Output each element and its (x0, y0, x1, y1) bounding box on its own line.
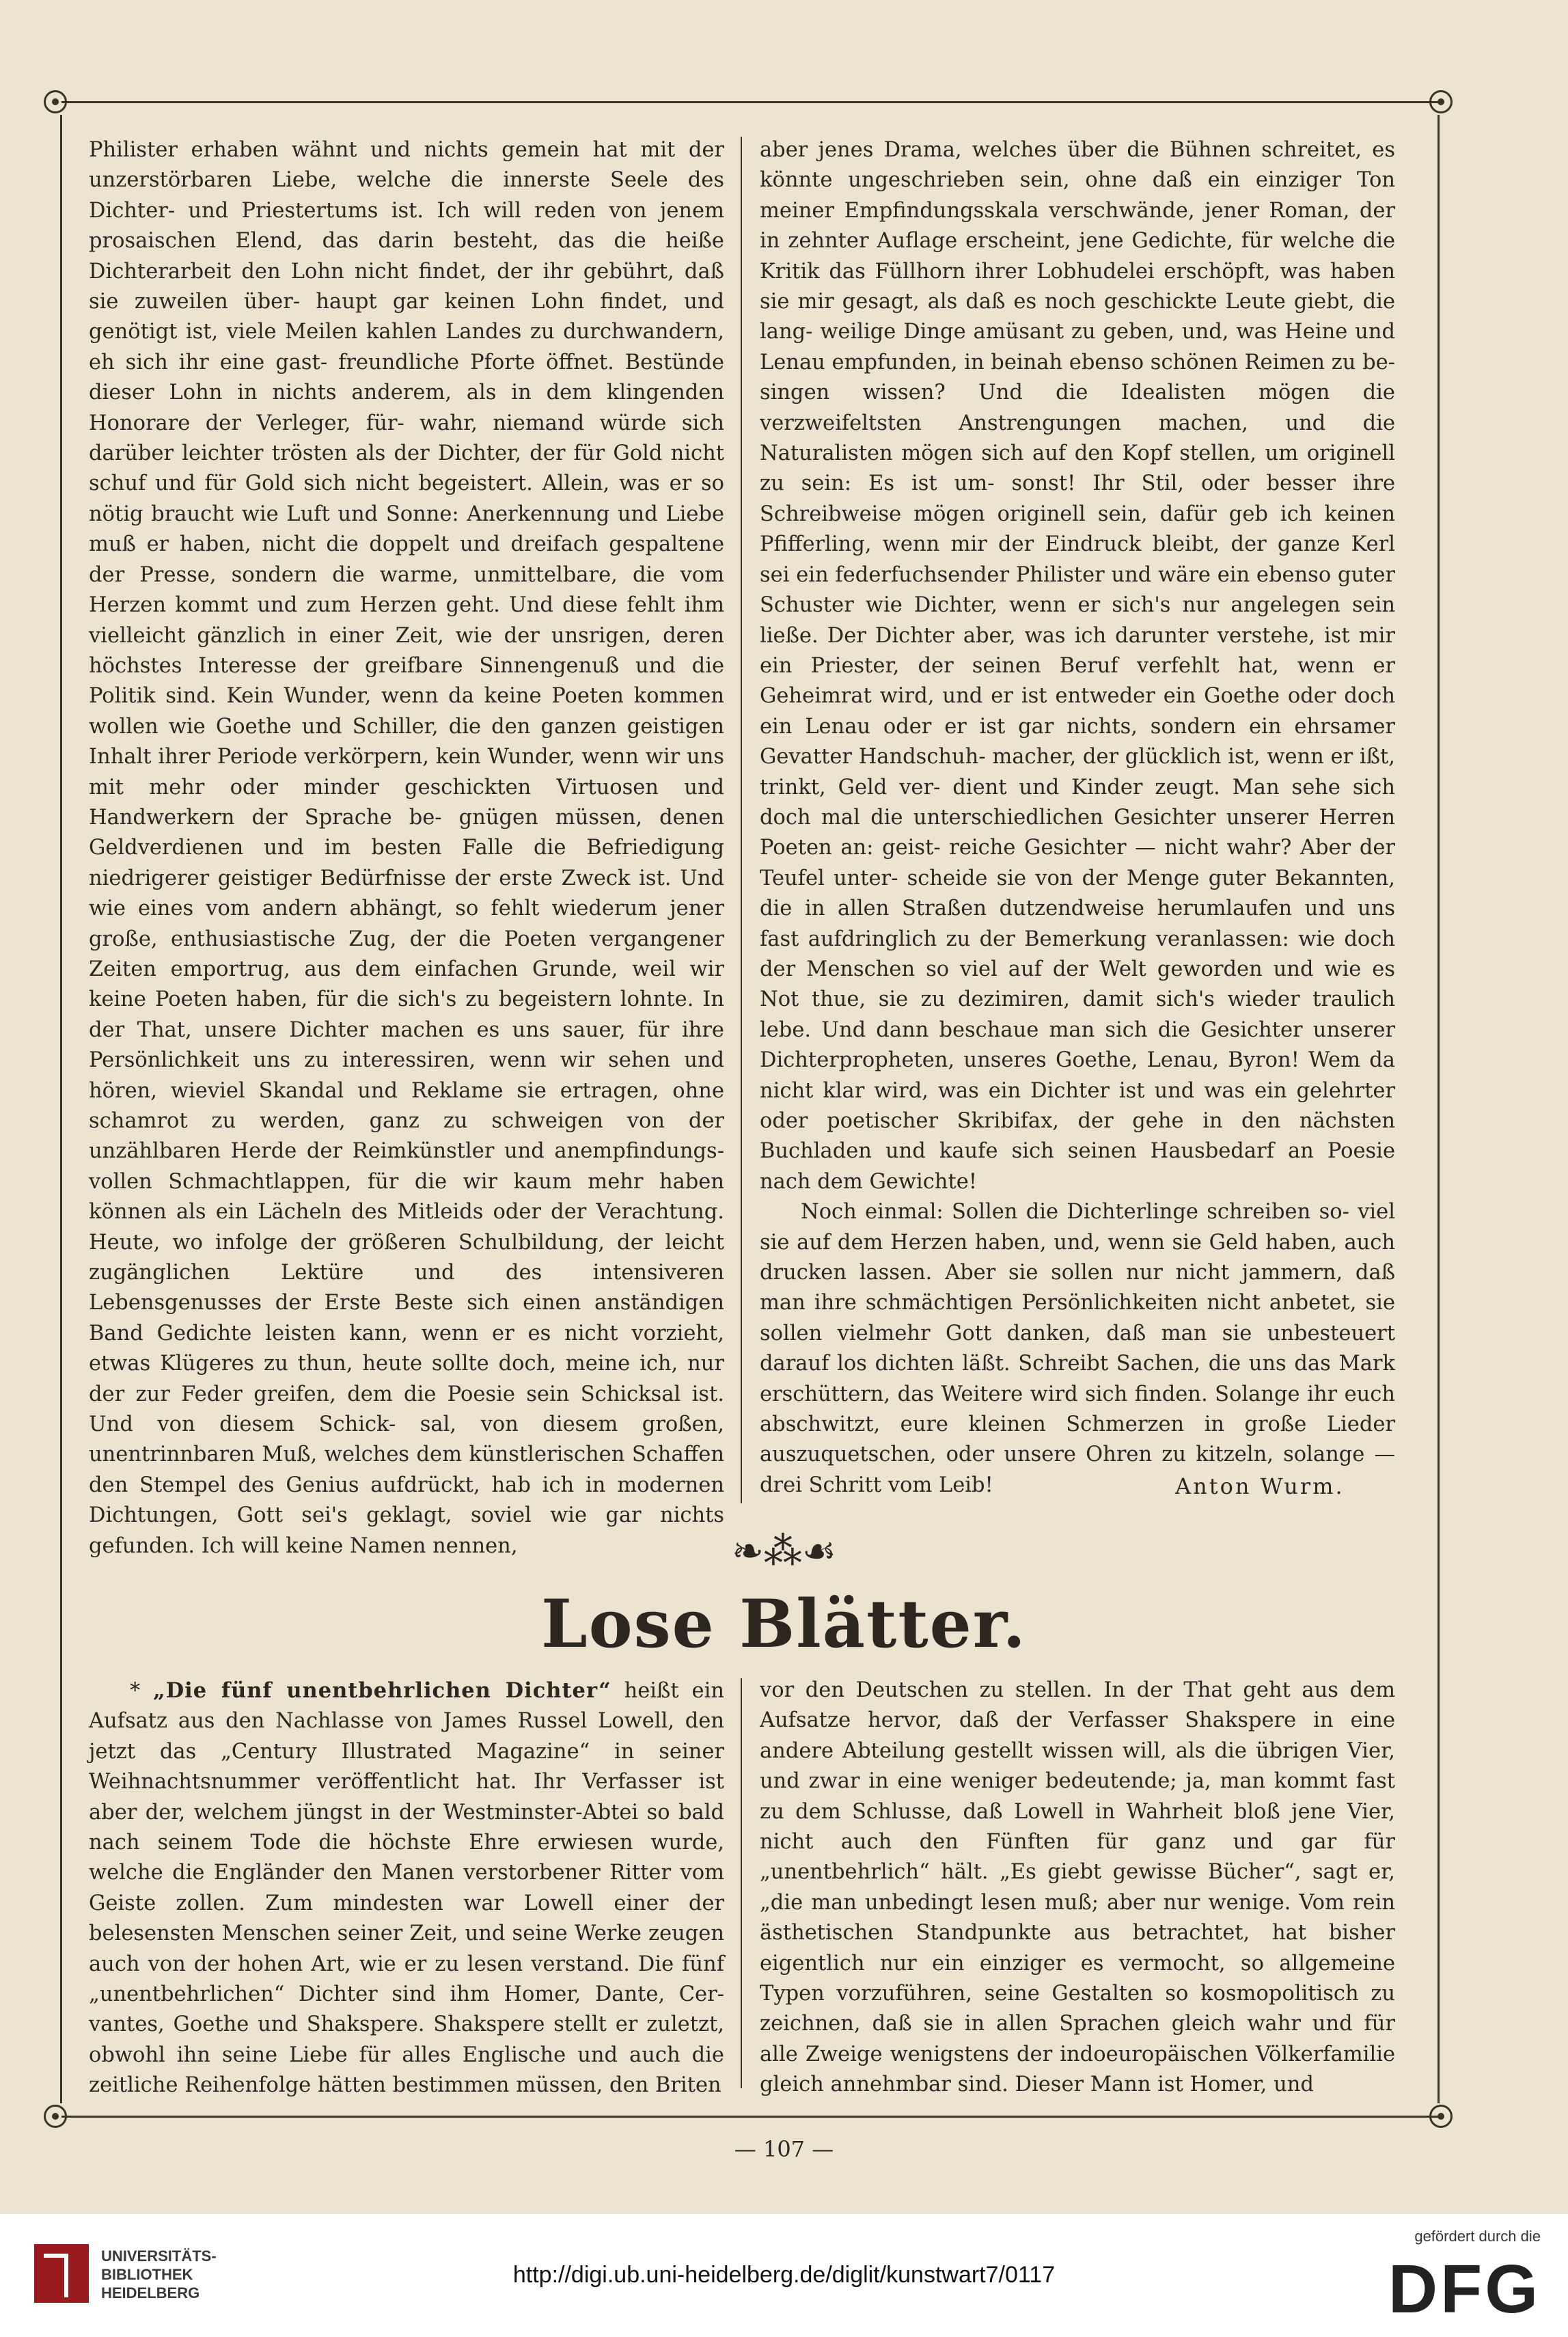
section-right-paragraph: vor den Deutschen zu stellen. In der That geht aus dem Aufsatze hervor, daß der Verfasser Shakspere in eine andere Abteilung gestellt wissen will, als die übrigen Vier, und zwar in eine weniger bedeutende; ja, man kommt fast zu dem Schlusse, daß Lowell in Wahrheit bloß jene Vier, nicht auch den Fünften für ganz und gar für „unentbehrlich“ hält. „Es giebt gewisse Bücher“, sagt er, „die man unbedingt lesen muß; aber nur wenige. Vom rein ästhetischen Standpunkte aus betrachtet, hat bisher eigentlich nur ein einziger es vermocht, so allgemeine Typen vorzuführen, seine Gestalten so kosmopolitisch zu zeichnen, daß sie in allen Sprachen gleich wahr und für alle Zweige wenigstens der indoeuropäischen Völkerfamilie gleich annehmbar sind. Dieser Mann ist Homer, und (760, 1678, 1395, 2097)
permalink-url[interactable]: http://digi.ub.uni-heidelberg.de/diglit/kunstwart7/0117 (512, 2262, 1056, 2288)
library-name-line-1: UNIVERSITÄTS- (101, 2247, 217, 2265)
column-divider-bottom (741, 1678, 742, 2088)
frame-right-rule (1438, 115, 1440, 2103)
article-right-column (760, 135, 1395, 1501)
frame-bottom-rule (61, 2116, 1442, 2118)
section-left-paragraph (89, 1676, 724, 2101)
section-left-column (89, 1676, 724, 2101)
article-left-paragraph: Philister erhaben wähnt und nichts gemein hat mit der unzerstörbaren Liebe, welche die innerste Seele des Dichter- und Priestertums ist. Ich will reden von jenem prosaischen Elend, das darin besteht, das die heiße Dichterarbeit den Lohn nicht findet, der ihr gebührt, daß sie zuweilen über- haupt gar keinen Lohn findet, und genötigt ist, viele Meilen kahlen Landes zu durchwandern, eh sich ihr eine gast- freundliche Pforte öffnet. Bestünde dieser Lohn in nichts anderem, als in dem klingenden Honorare der Verleger, für- wahr, niemand würde sich darüber leichter trösten als der Dichter, der für Gold nicht schuf und für Gold sich nicht begeistert. Allein, was er so nötig braucht wie Luft und Sonne: Anerkennung und Liebe muß er haben, nicht die doppelt und dreifach gespaltene der Presse, sondern die warme, unmittelbare, die vom Herzen kommt und zum Herzen geht. Und diese fehlt ihm vielleicht gänzlich in einer Zeit, wie der unsrigen, deren höchstes Interesse der greifbare Sinnengenuß und die Politik sind. Kein Wunder, wenn da keine Poeten kommen wollen wie Goethe und Schiller, die den ganzen geistigen Inhalt ihrer Periode verkörpern, kein Wunder, wenn wir uns mit mehr oder minder geschickten Virtuosen und Handwerkern der Sprache be- gnügen müssen, denen Geldverdienen und im besten Falle die Befriedigung niedrigerer geistiger Bedürfnisse der erste Zweck ist. Und wie eines vom andern abhängt, so fehlt wiederum jener große, enthusiastische Zug, der die Poeten vergangener Zeiten emportrug, aus dem einfachen Grunde, weil wir keine Poeten haben, für die sich's zu begeistern lohnte. In der That, unsere Dichter machen es uns sauer, für ihre Persönlichkeit uns zu interessiren, wenn wir sehen und hören, wieviel Skandal und Reklame sie ertragen, ohne schamrot zu werden, ganz zu schweigen von der unzählbaren Herde der Reimkünstler und anempfindungs- vollen Schmachtlappen, für die wir kaum mehr haben können als ein Lächeln des Mitleids oder der Verachtung. Heute, wo infolge der größeren Schulbildung, der leicht zugänglichen Lektüre und des intensiveren Lebensgenusses der Erste Beste sich einen anständigen Band Gedichte leisten kann, wenn er es nicht vorzieht, etwas Klügeres zu thun, heute sollte doch, meine ich, nur der zur Feder greifen, dem die Poesie sein Schicksal ist. Und von diesem Schick- sal, von diesem großen, unentrinnbaren Muß, welches dem künstlerischen Schaffen den Stempel des Genius aufdrückt, hab ich in modernen Dichtungen, Gott sei's geklagt, soviel wie gar nichts gefunden. Ich will keine Namen nennen, (89, 138, 724, 1558)
dfg-logo: DFG (1388, 2251, 1541, 2327)
section-ornament: ❧⁂☙ (731, 1529, 837, 1574)
section-right-column (760, 1676, 1395, 2101)
library-name-line-2: BIBLIOTHEK (101, 2266, 193, 2283)
corner-ornament-bottom-left (44, 2105, 67, 2128)
sponsor-note: gefördert durch die (1414, 2228, 1541, 2245)
section-title: Lose Blätter. (541, 1585, 1027, 1663)
entry-marker: * (130, 1679, 141, 1703)
library-name-line-3: HEIDELBERG (101, 2284, 200, 2301)
frame-left-rule (60, 115, 62, 2103)
article-left-column (89, 135, 724, 1561)
article-right-paragraph-1: aber jenes Drama, welches über die Bühnen schreitet, es könnte ungeschrieben sein, ohne daß ein einziger Ton meiner Empfindungsskala verschwände, jener Roman, der in zehnter Auflage erscheint, jene Gedichte, für welche die Kritik das Füllhorn ihrer Lobhudelei erschöpft, was haben sie mir gesagt, als daß es noch geschickte Leute giebt, die lang- weilige Dinge amüsant zu geben, und, was Heine und Lenau empfunden, in beinah ebenso schönen Reimen zu be- singen wissen? Und die Idealisten mögen die verzweifeltsten Anstrengungen machen, und die Naturalisten mögen sich auf den Kopf stellen, um originell zu sein: Es ist um- sonst! Ihr Stil, oder besser ihre Schreibweise mögen originell sein, dafür geb ich keinen Pfifferling, wenn mir der Eindruck bleibt, der ganze Kerl sei ein federfuchsender Philister und wäre ein ebenso guter Schuster wie Dichter, wenn er sich's nur angelegen sein ließe. Der Dichter aber, was ich darunter verstehe, ist mir ein Priester, der seinen Beruf verfehlt hat, wenn er Geheimrat wird, und er ist entweder ein Goethe oder doch ein Lenau oder er ist gar nichts, sondern ein ehrsamer Gevatter Handschuh- macher, der glücklich ist, wenn er ißt, trinkt, Geld ver- dient und Kinder zeugt. Man sehe sich doch mal die unterschiedlichen Gesichter unserer Herren Poeten an: geist- reiche Gesichter — nicht wahr? Aber der Teufel unter- scheide sie von der Menge guter Bekannten, die in allen Straßen dutzendweise herumlaufen und uns fast aufdringlich zu der Bemerkung veranlassen: wie doch der Menschen so viel auf der Welt geworden und wie es Not thue, sie zu dezimiren, damit sich's wieder traulich lebe. Und dann beschaue man sich die Gesichter unserer Dichterpropheten, unseres Goethe, Lenau, Byron! Wem da nicht klar wird, was ein Dichter ist und was ein gelehrter oder poetischer Skribifax, der gehe in den nächsten Buchladen und kaufe sich seinen Hausbedarf an Poesie nach dem Gewichte! (760, 138, 1395, 1194)
digitization-footer (0, 2214, 1568, 2337)
entry-left-text: heißt ein Aufsatz aus den Nachlasse von James Russel Lowell, den jetzt das „Century Illustrated Magazine“ in seiner Weihnachtsnummer veröffentlicht hat. Ihr Verfasser ist aber der, welchem jüngst in der Westminster-Abtei so bald nach seinem Tode die höchste Ehre erwiesen wurde, welche die Engländer den Manen verstorbener Ritter vom Geiste zollen. Zum mindesten war Lowell einer der belesensten Menschen seiner Zeit, und seine Werke zeugen auch von der hohen Art, wie er zu lesen verstand. Die fünf „unentbehrlichen“ Dichter sind ihm Homer, Dante, Cer- vantes, Goethe und Shakspere. Shakspere stellt er zuletzt, obwohl ihn seine Liebe für alles Englische und auch die zeitliche Reihenfolge hätten bestimmen müssen, den Briten (89, 1679, 724, 2098)
entry-lead-title: „Die fünf unentbehrlichen Dichter“ (153, 1678, 611, 1703)
page-number: — 107 — (734, 2136, 834, 2162)
author-signature: Anton Wurm. (1175, 1473, 1345, 1499)
corner-ornament-bottom-right (1429, 2105, 1453, 2128)
corner-ornament-top-right (1429, 90, 1453, 113)
corner-ornament-top-left (44, 90, 67, 113)
article-right-paragraph-2: Noch einmal: Sollen die Dichterlinge schreiben so- viel sie auf dem Herzen haben, und, wenn sie Geld haben, auch drucken lassen. Aber sie sollen nur nicht jammern, daß man ihre schmächtigen Persönlichkeiten nicht anbetet, sie sollen vielmehr Gott danken, daß man sie unbesteuert darauf los dichten läßt. Schreibt Sachen, die uns das Mark erschüttern, das Weitere wird sich finden. Solange ihr euch abschwitzt, eure kleinen Schmerzen in große Lieder auszuquetschen, oder unsere Ohren zu kitzeln, solange — drei Schritt vom Leib! (760, 1200, 1395, 1497)
frame-top-rule (61, 101, 1442, 103)
column-divider-top (741, 137, 742, 1503)
